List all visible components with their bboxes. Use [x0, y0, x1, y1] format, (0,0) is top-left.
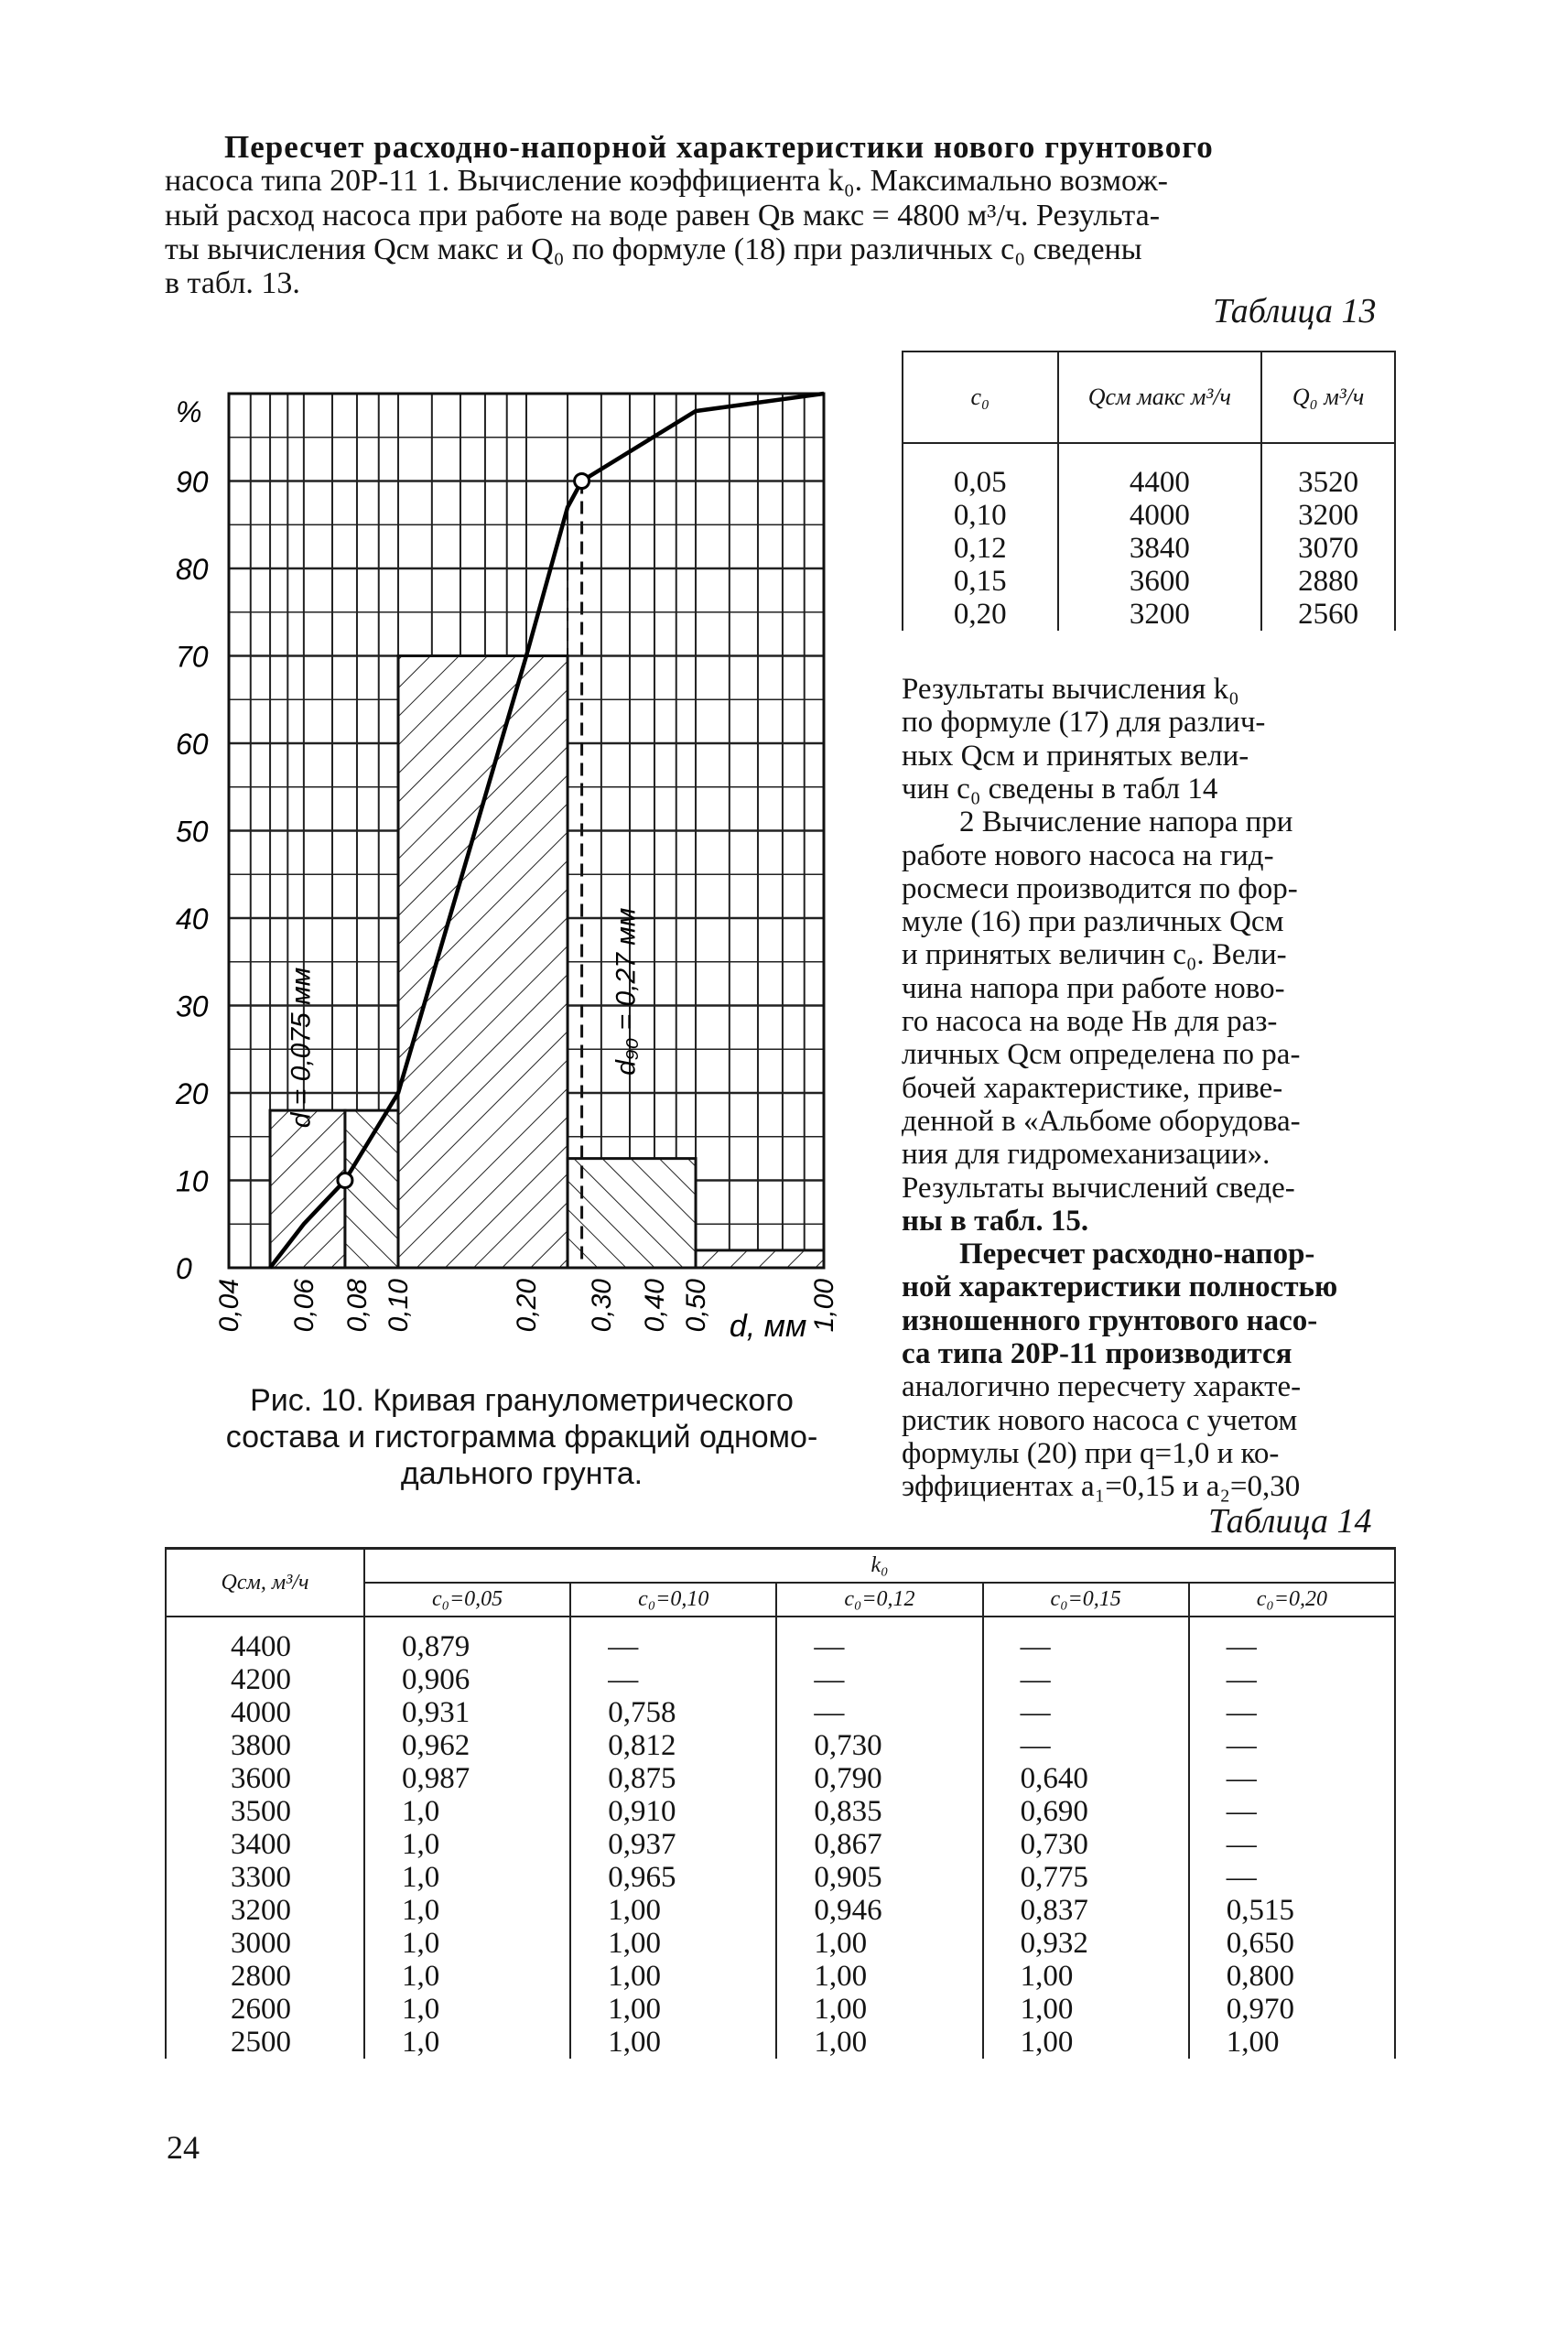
annotation-d90: d₉₀ = 0,27 мм — [611, 907, 642, 1076]
table14-cell: 4400 — [166, 1617, 364, 1663]
header-line-2: насоса типа 20Р-11 1. Вычисление коэффициента k₀. Максимально возмож- — [165, 164, 1169, 198]
table14-cell: 0,835 — [776, 1795, 982, 1828]
table14-cell: 0,800 — [1189, 1960, 1395, 1993]
right-column-line: чина напора при работе ново- — [902, 971, 1285, 1005]
x-tick-label: 0,30 — [586, 1279, 617, 1333]
table14-cell: — — [983, 1696, 1189, 1729]
table-row — [903, 565, 1395, 598]
right-column-line: 2 Вычисление напора при — [959, 806, 1293, 839]
table14-cell: 0,812 — [570, 1729, 776, 1762]
table14-cell: — — [570, 1617, 776, 1663]
table14-column-header: c₀=0,12 — [776, 1583, 982, 1617]
right-column-line: работе нового насоса на гид- — [902, 838, 1274, 872]
x-tick-label: 0,04 — [214, 1279, 244, 1333]
table13-cell: 3840 — [1058, 532, 1262, 565]
y-tick-label: 70 — [176, 640, 209, 674]
table14-cell: 0,837 — [983, 1894, 1189, 1927]
x-tick-label: 1,00 — [809, 1279, 839, 1333]
table14-cell: 1,00 — [1189, 2026, 1395, 2059]
histogram-bar — [398, 656, 568, 1269]
header-line-5: в табл. 13. — [165, 266, 300, 300]
table14-cell: — — [1189, 1828, 1395, 1861]
y-tick-label: 0 — [176, 1252, 192, 1285]
right-column-line: росмеси производится по фор- — [902, 871, 1298, 905]
table14-cell: — — [776, 1617, 982, 1663]
table14-cell: 0,730 — [776, 1729, 982, 1762]
table-row — [166, 1861, 1395, 1894]
table14-cell: 1,0 — [364, 1894, 570, 1927]
table-row — [903, 532, 1395, 565]
table14-cell: — — [1189, 1696, 1395, 1729]
table14-cell: 1,00 — [570, 2026, 776, 2059]
table14-cell: — — [776, 1663, 982, 1696]
table13-cell: 0,15 — [903, 565, 1058, 598]
right-column-line: ния для гидромеханизации». — [902, 1138, 1271, 1172]
header-line-3: ный расход насоса при работе на воде равен Qв макс = 4800 м³/ч. Результа- — [165, 199, 1161, 232]
y-tick-label: 80 — [176, 553, 209, 586]
table14-cell: 0,515 — [1189, 1894, 1395, 1927]
table14-cell: 1,0 — [364, 1927, 570, 1960]
table14-cell: 1,00 — [983, 1993, 1189, 2026]
right-column-line: са типа 20Р-11 производится — [902, 1337, 1292, 1370]
table14-cell: 0,931 — [364, 1696, 570, 1729]
x-tick-label: 0,06 — [288, 1279, 319, 1333]
histogram-bar — [696, 1250, 824, 1268]
table14-cell: 3000 — [166, 1927, 364, 1960]
x-tick-label: 0,10 — [384, 1279, 415, 1333]
right-column-line: ной характеристики полностью — [902, 1271, 1338, 1304]
caption-line: Рис. 10. Кривая гранулометрического — [250, 1383, 794, 1418]
table14-cell: 0,775 — [983, 1861, 1189, 1894]
y-tick-label: 20 — [176, 1077, 209, 1110]
annotation-d: d = 0,075 мм — [286, 967, 317, 1129]
table14-cell: — — [983, 1663, 1189, 1696]
table-row — [166, 1729, 1395, 1762]
table-row — [166, 1828, 1395, 1861]
table-row — [166, 1960, 1395, 1993]
table14-cell: 1,0 — [364, 1960, 570, 1993]
table13-cell: 3520 — [1261, 443, 1395, 499]
table14-cell: 1,0 — [364, 1993, 570, 2026]
y-tick-label: 30 — [176, 989, 209, 1023]
histogram-bar — [568, 1159, 696, 1268]
x-tick-label: 0,40 — [639, 1279, 670, 1333]
y-tick-label: 60 — [176, 728, 209, 761]
right-column-line: Результаты вычисления k₀ — [902, 673, 1239, 706]
table14-cell: 1,00 — [570, 1993, 776, 2026]
right-column-line: Пересчет расходно-напор- — [959, 1238, 1315, 1271]
table13-cell: 3200 — [1261, 499, 1395, 532]
table14-cell: 1,00 — [570, 1927, 776, 1960]
table13-cell: 2560 — [1261, 598, 1395, 631]
table14-column-header: c₀=0,15 — [983, 1583, 1189, 1617]
table14-cell: 1,00 — [776, 2026, 982, 2059]
table14-cell: 3500 — [166, 1795, 364, 1828]
right-column-line: личных Qсм определена по ра- — [902, 1038, 1301, 1072]
table14-cell: 0,965 — [570, 1861, 776, 1894]
table13-cell: 2880 — [1261, 565, 1395, 598]
table14-cell: 0,758 — [570, 1696, 776, 1729]
table14-column-header: c₀=0,05 — [364, 1583, 570, 1617]
table14-group-header: k₀ — [364, 1549, 1395, 1584]
right-column-line: аналогично пересчету характе- — [902, 1370, 1302, 1404]
figure-caption — [174, 1382, 870, 1492]
table14-cell: 0,867 — [776, 1828, 982, 1861]
table14-cell: 1,00 — [776, 1927, 982, 1960]
table13-cell: 0,12 — [903, 532, 1058, 565]
table14-cell: — — [1189, 1663, 1395, 1696]
table14-cell: — — [1189, 1795, 1395, 1828]
table13 — [902, 351, 1396, 631]
right-column-line: по формуле (17) для различ- — [902, 706, 1266, 740]
table14-cell: — — [570, 1663, 776, 1696]
right-column-line: денной в «Альбоме оборудова- — [902, 1104, 1301, 1138]
table-row — [166, 1993, 1395, 2026]
x-axis-label: d, мм — [729, 1309, 807, 1344]
table13-cell: 0,10 — [903, 499, 1058, 532]
table14-row-header: Qсм, м³/ч — [166, 1549, 364, 1617]
right-column-line: изношенного грунтового насо- — [902, 1303, 1318, 1337]
table14 — [165, 1547, 1396, 2059]
histogram-bar — [270, 1110, 345, 1268]
table14-cell: 0,932 — [983, 1927, 1189, 1960]
curve-marker — [338, 1173, 352, 1188]
table-row — [166, 1927, 1395, 1960]
curve-marker — [575, 474, 589, 489]
table-row — [166, 2026, 1395, 2059]
table-row — [903, 499, 1395, 532]
table13-cell: 4000 — [1058, 499, 1262, 532]
table14-cell: 2800 — [166, 1960, 364, 1993]
table14-cell: 1,00 — [570, 1894, 776, 1927]
x-tick-label: 0,20 — [512, 1279, 542, 1333]
table14-cell: 1,0 — [364, 1795, 570, 1828]
table-row — [166, 1663, 1395, 1696]
right-column-line: формулы (20) при q=1,0 и ко- — [902, 1436, 1280, 1470]
table13-title: Таблица 13 — [1213, 292, 1377, 330]
table14-cell: — — [1189, 1617, 1395, 1663]
table14-column-header: c₀=0,10 — [570, 1583, 776, 1617]
right-column-line: Результаты вычислений сведе- — [902, 1171, 1295, 1205]
right-column-line: муле (16) при различных Qсм — [902, 905, 1284, 939]
table14-cell: 3800 — [166, 1729, 364, 1762]
table13-cell: 3200 — [1058, 598, 1262, 631]
y-tick-label: 50 — [176, 815, 209, 849]
table14-title: Таблица 14 — [1208, 1502, 1372, 1541]
table14-cell: 1,00 — [776, 1993, 982, 2026]
table14-cell: 0,910 — [570, 1795, 776, 1828]
table14-cell: 0,640 — [983, 1762, 1189, 1795]
table-row — [166, 1617, 1395, 1663]
table13-header-c0: c₀ — [903, 351, 1058, 443]
table14-cell: 3300 — [166, 1861, 364, 1894]
table13-cell: 3070 — [1261, 532, 1395, 565]
table14-cell: 1,00 — [776, 1960, 982, 1993]
table14-cell: 0,730 — [983, 1828, 1189, 1861]
table-row — [166, 1795, 1395, 1828]
table-row — [903, 443, 1395, 499]
table14-cell: 1,0 — [364, 1861, 570, 1894]
table-row — [166, 1894, 1395, 1927]
table14-cell: 2500 — [166, 2026, 364, 2059]
table-row — [166, 1696, 1395, 1729]
table13-header-qmax: Qсм макс м³/ч — [1058, 351, 1262, 443]
table14-cell: 0,790 — [776, 1762, 982, 1795]
page-number: 24 — [167, 2129, 200, 2166]
table13-header-q0: Q₀ м³/ч — [1261, 351, 1395, 443]
table13-cell: 3600 — [1058, 565, 1262, 598]
right-column-line: бочей характеристике, приве- — [902, 1071, 1283, 1105]
table14-cell: 1,00 — [570, 1960, 776, 1993]
right-column-line: эффициентах a₁=0,15 и a₂=0,30 — [902, 1470, 1301, 1504]
table14-cell: 0,906 — [364, 1663, 570, 1696]
caption-line: дального грунта. — [400, 1456, 643, 1491]
table14-cell: 1,0 — [364, 1828, 570, 1861]
table14-cell: 0,905 — [776, 1861, 982, 1894]
right-column-line: чин c₀ сведены в табл 14 — [902, 772, 1218, 806]
table14-cell: 2600 — [166, 1993, 364, 2026]
table14-cell: — — [1189, 1762, 1395, 1795]
table14-cell: 0,690 — [983, 1795, 1189, 1828]
y-tick-label: 90 — [176, 465, 209, 499]
table14-cell: 0,970 — [1189, 1993, 1395, 2026]
table14-cell: 0,962 — [364, 1729, 570, 1762]
y-tick-label: % — [176, 395, 202, 429]
table14-cell: 3600 — [166, 1762, 364, 1795]
caption-line: состава и гистограмма фракций одномо- — [225, 1420, 818, 1454]
table14-cell: — — [776, 1696, 982, 1729]
right-column-line: ных Qсм и принятых вели- — [902, 739, 1249, 773]
table14-cell: 0,946 — [776, 1894, 982, 1927]
table13-cell: 0,05 — [903, 443, 1058, 499]
y-tick-label: 10 — [176, 1164, 209, 1198]
table14-cell: — — [983, 1617, 1189, 1663]
table13-cell: 4400 — [1058, 443, 1262, 499]
table14-cell: 1,0 — [364, 2026, 570, 2059]
table14-cell: 0,937 — [570, 1828, 776, 1861]
table13-cell: 0,20 — [903, 598, 1058, 631]
header-line-4: ты вычисления Qсм макс и Q₀ по формуле (18) при различных c₀ сведены — [165, 232, 1142, 266]
x-tick-label: 0,08 — [341, 1279, 373, 1333]
x-tick-label: 0,50 — [681, 1279, 712, 1333]
right-column-line: и принятых величин c₀. Вели- — [902, 938, 1287, 972]
table14-cell: 0,879 — [364, 1617, 570, 1663]
table14-cell: 0,987 — [364, 1762, 570, 1795]
table14-cell: 0,650 — [1189, 1927, 1395, 1960]
table14-cell: 3400 — [166, 1828, 364, 1861]
table14-cell: — — [983, 1729, 1189, 1762]
right-column-line: ны в табл. 15. — [902, 1204, 1089, 1238]
table14-cell: 0,875 — [570, 1762, 776, 1795]
table14-cell: — — [1189, 1729, 1395, 1762]
table14-cell: — — [1189, 1861, 1395, 1894]
table14-cell: 1,00 — [983, 1960, 1189, 1993]
header-line-1: Пересчет расходно-напорной характеристики нового грунтового — [224, 129, 1214, 165]
table14-cell: 4000 — [166, 1696, 364, 1729]
table14-cell: 1,00 — [983, 2026, 1189, 2059]
y-tick-label: 40 — [176, 903, 209, 935]
granulometric-chart — [165, 380, 860, 1350]
table14-cell: 3200 — [166, 1894, 364, 1927]
right-column-line: ристик нового насоса с учетом — [902, 1403, 1298, 1437]
table14-column-header: c₀=0,20 — [1189, 1583, 1395, 1617]
right-column-line: го насоса на воде Hв для раз- — [902, 1005, 1278, 1038]
table14-cell: 4200 — [166, 1663, 364, 1696]
table-row — [166, 1762, 1395, 1795]
table-row — [903, 598, 1395, 631]
